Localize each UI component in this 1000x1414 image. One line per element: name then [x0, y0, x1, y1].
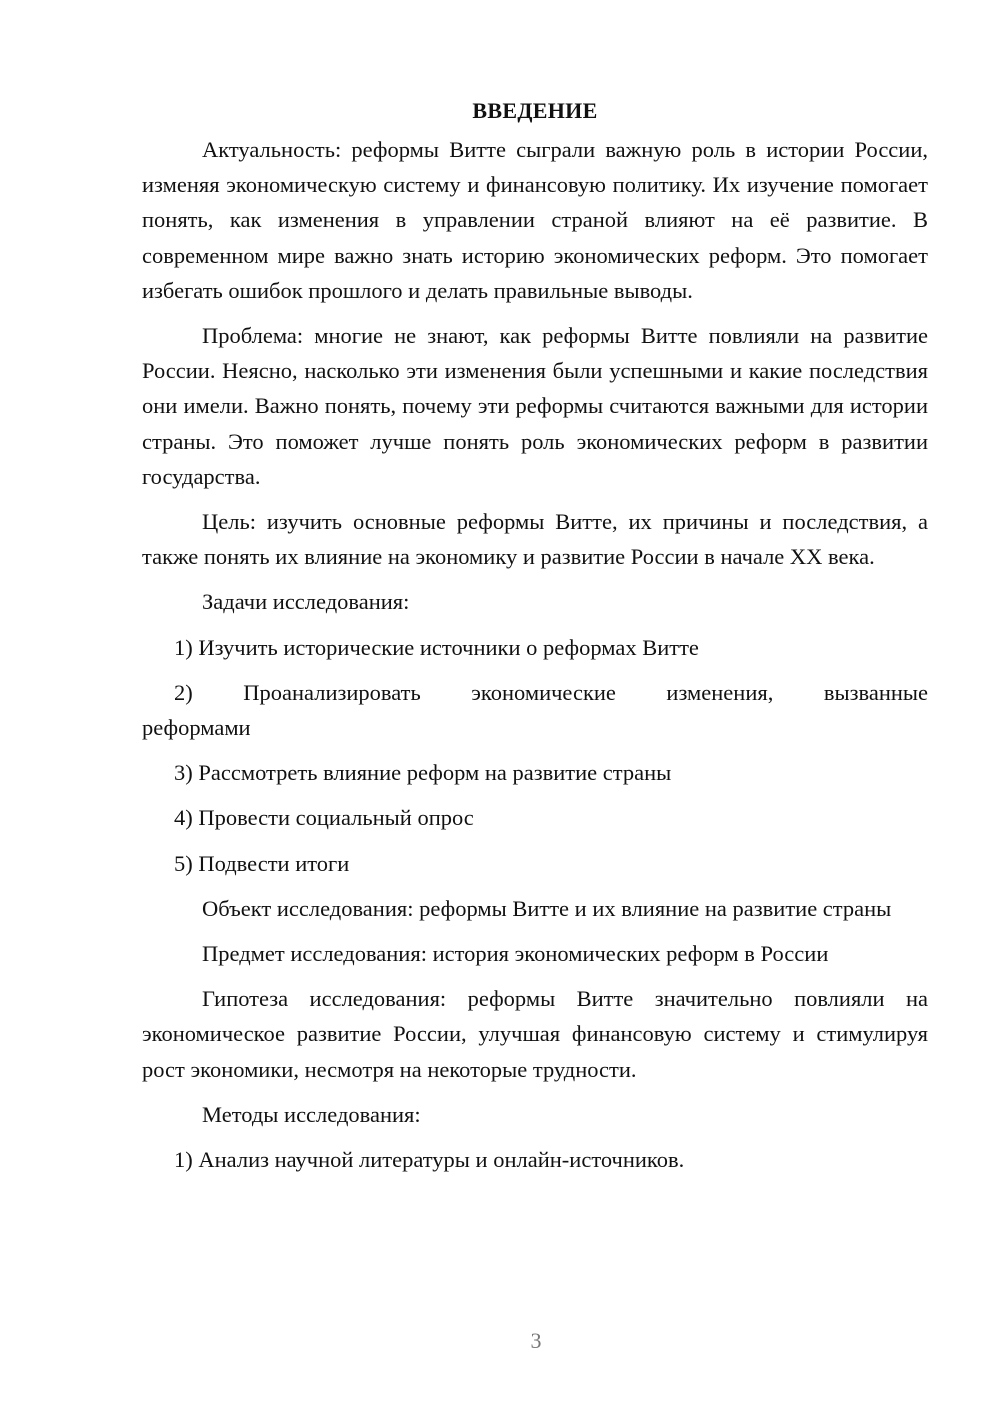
task-item-3: 3) Рассмотреть влияние реформ на развитие страны [174, 760, 672, 786]
task-item-4: 4) Провести социальный опрос [174, 805, 474, 831]
hypothesis-paragraph: Гипотеза исследования: реформы Витте значительно повлияли на экономическое развитие России, улучшая финансовую систему и стимулируя рост экономики, несмотря на некоторые трудности. [142, 986, 928, 1082]
document-page [142, 96, 928, 1187]
relevance-paragraph: Актуальность: реформы Витте сыграли важную роль в истории России, изменяя экономическую систему и финансовую политику. Их изучение помогает понять, как изменения в управлении страной влияют на её развитие. В современном мире важно знать историю экономических реформ. Это помогает избегать ошибок прошлого и делать правильные выводы. [142, 137, 928, 303]
page-number: 3 [530, 1328, 542, 1353]
object-paragraph: Объект исследования: реформы Витте и их влияние на развитие страны [202, 895, 892, 921]
task-item-2: 2) Проанализировать экономические изменения, вызванные реформами [142, 679, 928, 741]
problem-paragraph: Проблема: многие не знают, как реформы Витте повлияли на развитие России. Неясно, насколько эти изменения были успешными и какие последствия они имели. Важно понять, почему эти реформы считаются важными для истории страны. Это поможет лучше понять роль экономических реформ в развитии государства. [142, 323, 928, 489]
task-item-1: 1) Изучить исторические источники о реформах Витте [174, 634, 699, 660]
method-item-1: 1) Анализ научной литературы и онлайн-источников. [174, 1147, 685, 1173]
task-item-5: 5) Подвести итоги [174, 850, 350, 876]
tasks-heading: Задачи исследования: [202, 589, 410, 615]
subject-paragraph: Предмет исследования: история экономических реформ в России [202, 941, 829, 967]
page-title: ВВЕДЕНИЕ [472, 98, 598, 123]
goal-paragraph: Цель: изучить основные реформы Витте, их причины и последствия, а также понять их влияние на экономику и развитие России в начале XX века. [142, 509, 928, 570]
methods-heading: Методы исследования: [202, 1101, 421, 1127]
